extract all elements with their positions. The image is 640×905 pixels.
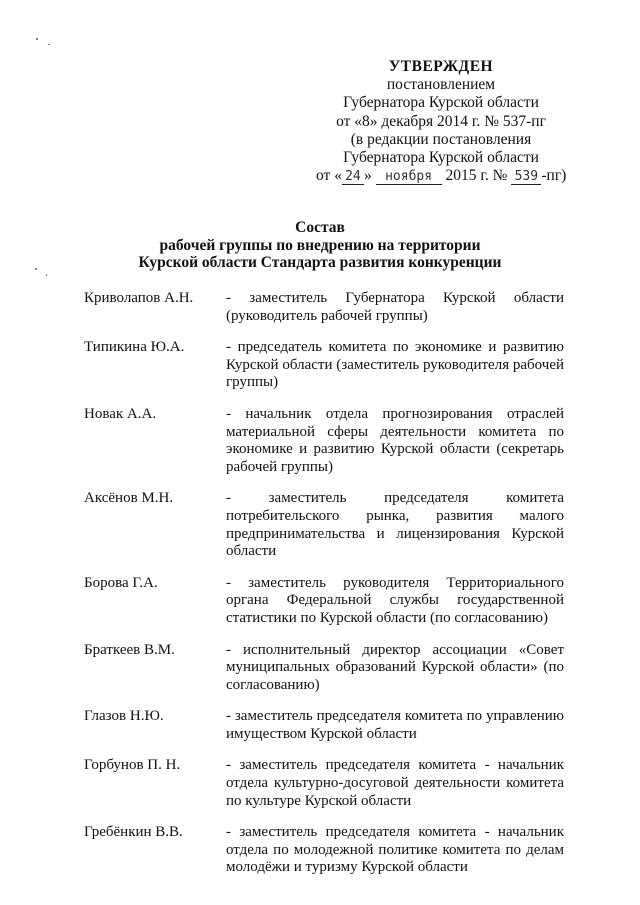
member-name: Борова Г.А. [84,574,158,591]
member-role: - председатель комитета по экономике и развитию Курской области (заместитель руководителя рабочей группы) [226,339,564,391]
member-row [84,642,564,695]
scan-speck [35,268,37,270]
member-row [84,757,564,810]
member-row [84,490,564,560]
member-role: - заместитель председателя комитета потребительского рынка, развития малого предпринимательства и лицензирования Курской области [226,490,564,560]
title-line: Курской области Стандарта развития конкуренции [138,254,502,271]
member-role: - исполнительный директор ассоциации «Совет муниципальных образований Курской области» (по согласованию) [226,641,564,693]
member-name: Горбунов П. Н. [84,757,181,774]
member-name: Аксёнов М.Н. [84,490,174,507]
approval-block [316,58,566,185]
title-line: Состав [295,219,345,236]
amendment-mid: » [363,167,372,185]
member-row [84,708,564,743]
member-role: - заместитель руководителя Территориального органа Федеральной службы государственной статистики по Курской области (по согласованию) [226,574,564,626]
document-title [120,219,520,272]
approval-line: Губернатора Курской области [343,94,539,112]
member-name: Браткеев В.М. [84,641,175,658]
amendment-number: 539 [511,170,541,185]
amendment-month: ноября [376,170,442,185]
member-role: - заместитель Губернатора Курской области (руководитель рабочей группы) [226,290,564,324]
scan-speck [36,38,38,40]
member-name: Новак А.А. [84,405,157,422]
member-role: - заместитель председателя комитета по управлению имуществом Курской области [226,708,564,742]
approval-heading: УТВЕРЖДЕН [388,58,494,75]
member-name: Гребёнкин В.В. [84,824,183,841]
member-list [84,290,564,891]
member-name: Типикина Ю.А. [84,339,185,356]
approval-line: Губернатора Курской области [343,149,539,167]
approval-line: (в редакции постановления [350,130,532,148]
member-name: Криволапов А.Н. [84,290,194,306]
member-role: - заместитель председателя комитета - начальник отдела культурно-досуговой деятельности комитета по культуре Курской области [226,757,564,809]
approval-line: от «8» декабря 2014 г. № 537-пг [336,112,546,130]
scan-speck [46,274,47,276]
amendment-prefix: от « [316,167,342,185]
member-row [84,339,564,392]
member-row [84,824,564,877]
member-name: Глазов Н.Ю. [84,708,164,725]
amendment-line [316,167,566,185]
title-line: рабочей группы по внедрению на территории [159,236,481,254]
amendment-suffix: -пг) [541,167,567,185]
member-role: - заместитель председателя комитета - начальник отдела по молодежной политике комитета по делам молодёжи и туризму Курской области [226,824,564,876]
member-row [84,575,564,628]
member-role: - начальник отдела прогнозирования отраслей материальной сферы деятельности комитета по экономике и развитию Курской области (секретарь рабочей группы) [226,405,564,475]
scan-speck [48,44,50,45]
approval-line: постановлением [386,76,496,94]
member-row [84,406,564,476]
amendment-year: 2015 г. № [445,167,508,185]
amendment-day: 24 [342,170,364,185]
member-row [84,290,564,325]
